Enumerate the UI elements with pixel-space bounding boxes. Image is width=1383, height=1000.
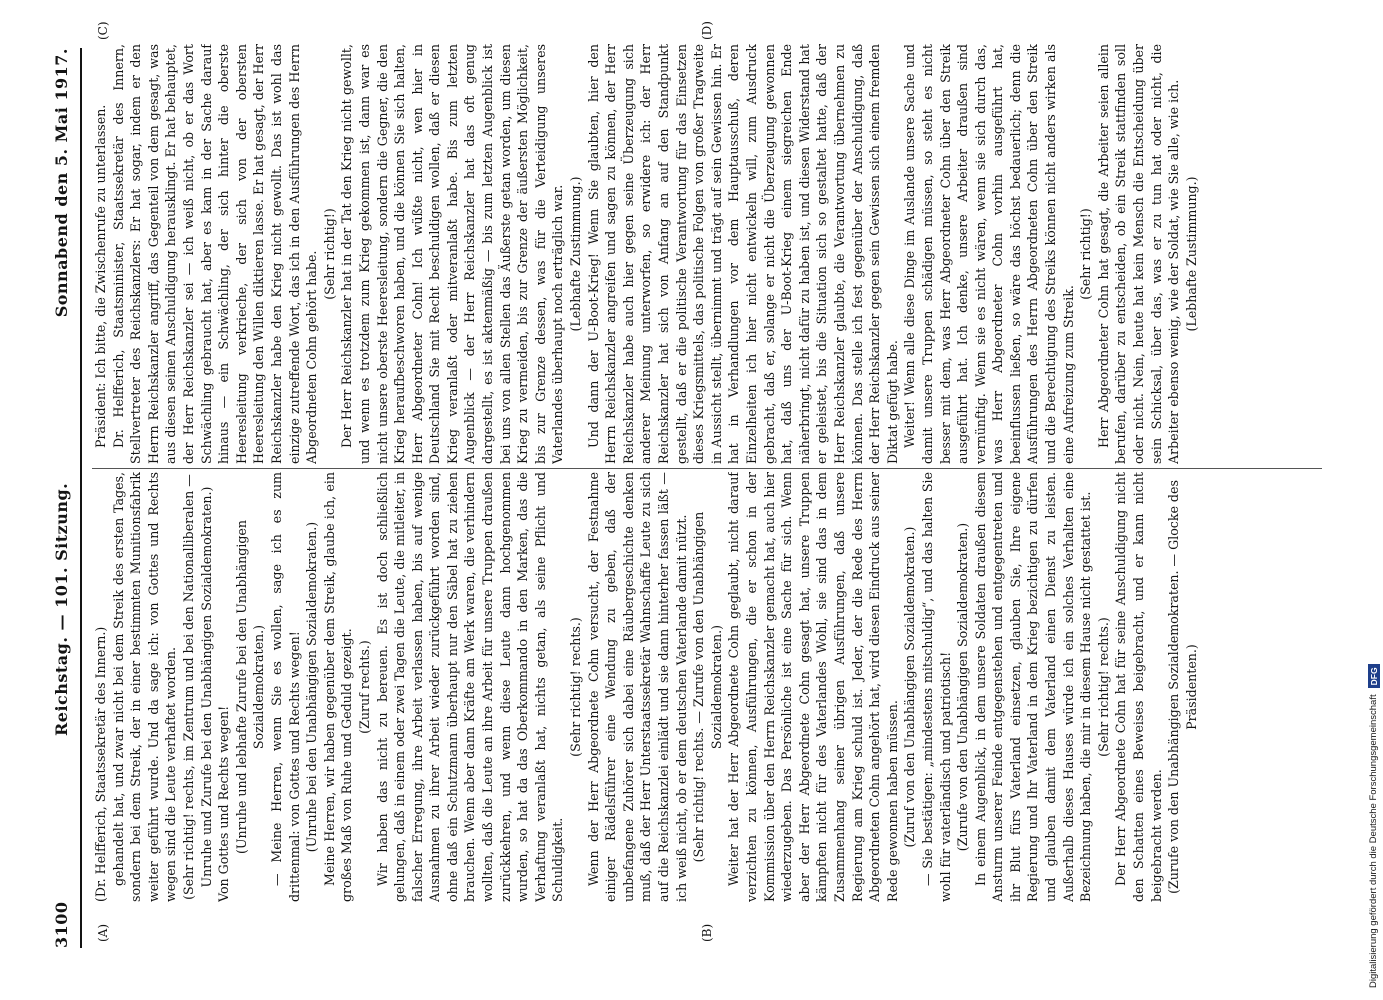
paragraph: Dr. Helfferich, Staatsminister, Staatssekretär des Innern, Stellvertreter des Reichskanzlers: Er hat sogar, indem er den Herrn Reichskanzler angriff, das Gegenteil von dem gesagt, was aus diesen seinen Anschuldigung herausklingt. Er hat behauptet, der Herr Reichskanzler sei — ich weiß nicht, ob er das Wort Schwächling gebraucht hat, aber es kam in der Sache darauf hinaus — ein Schwächling, der sich hinter die oberste Heeresleitung verkrieche, der sich von der obersten Heeresleitung den Willen diktieren lasse. Er hat gesagt, der Herr Reichskanzler habe den Krieg nicht gewollt. Das ist wohl das einzige zutreffende Wort, das ich in den Ausführungen des Herrn Abgeordneten Cohn gehört habe. (110, 44, 320, 464)
interjection: (Lebhafte Zustimmung.) (568, 176, 584, 332)
interjection: (Unruhe bei den Unabhängigen Sozialdemokraten.) (304, 521, 320, 853)
interjection: (Lebhafte Zustimmung.) (1183, 176, 1199, 332)
marker-c: (C) (96, 21, 110, 40)
right-column (92, 44, 1322, 464)
interjection: (Sehr richtig!) (1078, 208, 1094, 300)
interjection: (Zurufe von den Unabhängigen Sozialdemokraten. — Glocke des Präsidenten.) (1166, 480, 1199, 894)
interjection: (Unruhe und lebhafte Zurufe bei den Unabhängigen Sozialdemokraten.) (233, 520, 267, 854)
marker-a: (A) (96, 923, 110, 942)
paragraph: Herr Abgeordneter Cohn hat gesagt, die Arbeiter seien allein berufen, darüber zu entscheiden, ob ein Streik stattfinden soll oder nicht. Nein, heute hat kein Mensch die Entscheidung über sein Schicksal, über das, was er zu tun hat oder nicht, die Arbeiter ebenso wenig, wie der Soldat, wie Sie alle, wie ich. (1095, 44, 1182, 464)
interjection: (Sehr richtig! rechts.) (568, 617, 584, 757)
left-column (92, 472, 1322, 902)
paragraph: Wenn der Herr Abgeordnete Cohn versucht, der Festnahme einiger Rädelsführer eine Wendung zu geben, daß der unbefangene Zuhörer sich dabei eine Räubergeschichte denken muß, daß der Herr Unterstaatssekretär Wahnschaffe Leute zu sich auf die Reichskanzlei einlädt und sie dann hinterher fassen läßt — ich weiß nicht, ob er dem deutschen Vaterlande damit nützt. (585, 472, 689, 902)
paragraph: In einem Augenblick, in dem unsere Soldaten draußen diesem Ansturm unserer Feinde entgegenstehen und entgegentreten und ihr Blut fürs Vaterland einsetzen, glauben Sie, Ihre eigene Regierung und Ihr Vaterland in dem Krieg bezichtigen zu dürfen und glauben damit dem Vaterland einen Dienst zu leisten. Außerhalb dieses Hauses würde ich ein solches Verhalten eine Bezeichnung haben, die mir in diesem Hause nicht gestattet ist. (972, 472, 1094, 902)
paragraph: Von Gottes und Rechts wegen! (216, 705, 232, 902)
paragraph: Der Herr Abgeordnete Cohn hat für seine Anschuldigung nicht den Schatten eines Beweises beigebracht, und er kann nicht beigebracht werden. (1113, 472, 1164, 902)
marker-b: (B) (700, 923, 714, 942)
dfg-logo: DFG (1368, 664, 1380, 688)
interjection: (Sehr richtig!) (321, 208, 337, 300)
column-divider (92, 468, 1322, 469)
paragraph: Und dann der U-Boot-Krieg! Wenn Sie glaubten, hier den Herrn Reichskanzler angreifen und sagen zu können, der Herr Reichskanzler habe auch hier gegen seine Überzeugung sich anderer Meinung unterworfen, so erwidere ich: der Herr Reichskanzler hat sich von Anfang an auf den Standpunkt gestellt, daß er die politische Verantwortung für das Einsetzen dieses Kriegsmittels, das politische Folgen von großer Tragweite in Aussicht stellt, übernimmt und trägt auf sein Gewissen hin. Er hat in Verhandlungen vor dem Hauptausschuß, deren Einzelheiten ich hier nicht entwickeln will, zum Ausdruck gebracht, daß er, solange er nicht die Überzeugung gewonnen hat, daß uns der U-Boot-Krieg einem siegreichen Ende näherbringt, nicht dafür zu haben ist, und diesen Widerstand hat er geleistet, bis die Situation sich so gestaltet hatte, daß der Herr Reichskanzler glaubte, die Verantwortung übernehmen zu können. Das stelle ich fest gegenüber der Anschuldigung, daß der Herr Reichskanzler gegen sein Gewissen sich einem fremden Diktat gefügt habe. (585, 44, 900, 464)
page-header (52, 48, 78, 948)
interjection: (Zuruf von den Unabhängigen Sozialdemokraten.) (902, 526, 918, 848)
session-date: Sonnabend den 5. Mai 1917. (52, 48, 71, 318)
paragraph: Weiter hat der Herr Abgeordnete Cohn geglaubt, nicht darauf verzichten zu können, Ausführungen, die er schon in der Kommission über den Herrn Reichskanzler gemacht hat, auch hier wiederzugeben. Das Persönliche ist eine Sache für sich. Wenn aber der Herr Abgeordnete Cohn gesagt hat, unsere Truppen kämpften nicht für des Vaterlandes Wohl, sie sind das in dem Zusammenhang seiner übrigen Ausführungen, daß unsere Regierung am Krieg schuld ist. Jeder, der die Rede des Herrn Abgeordneten Cohn angehört hat, wird diesen Eindruck aus seiner Rede gewonnen haben müssen. (726, 472, 900, 902)
paragraph: (Dr. Helfferich, Staatssekretär des Innern.) (93, 626, 108, 902)
interjection: (Zuruf rechts.) (356, 640, 372, 734)
marker-d: (D) (700, 21, 714, 40)
paragraph: Wir haben das nicht zu bereuen. Es ist doch schließlich gelungen, daß in einem oder zwei Tagen die Leute, die mitleiter, in falscher Erregung, ihre Arbeit verlassen haben, bis auf wenige Ausnahmen zu ihrer Arbeit wieder zurückgeführt worden sind, ohne daß ein Schutzmann überhaupt nur den Säbel hat zu ziehen brauchen. Wenn aber dann Kräfte am Werk waren, die verhindern wollten, daß die Leute an ihre Arbeit für unsere Truppen draußen zurückkehren, und wenn diese Leute dann hochgenommen wurden, so hat da das Oberkommando in den Marken, das die Verhaftung veranlaßt hat, nichts getan, als seine Pflicht und Schuldigkeit. (374, 472, 566, 902)
interjection: (Sehr richtig! rechts.) (1095, 617, 1111, 757)
paragraph: Der Herr Reichskanzler hat in der Tat den Krieg nicht gewollt, und wenn es trotzdem zum Krieg gekommen ist, dann war es nicht unsere oberste Heeresleitung, sondern die Gegner, die den Krieg heraufbeschworen haben, und die können Sie sich halten, Herr Abgeordneter Cohn! Ich wüßte nicht, wen hier in Deutschland Sie mit Recht beschuldigen wollen, daß er diesen Krieg veranlaßt oder mitveranlaßt habe. Bis zum letzten Augenblick — der Herr Reichskanzler hat das oft genug dargestellt, es ist aktenmäßig — bis zum letzten Augenblick ist bei uns von allen Stellen das Äußerste getan worden, um diesen Krieg zu vermeiden, bis zur Grenze der äußersten Möglichkeit, bis zur Grenze dessen, was für die Verteidigung unseres Vaterlandes überhaupt noch erträglich war. (339, 44, 566, 464)
paragraph: — Sie bestätigen: „mindestens mitschuldig“, und das halten Sie wohl für vaterländisch und patriotisch! (919, 472, 953, 902)
header-rule (80, 48, 82, 948)
digitization-credit (1367, 12, 1381, 988)
paragraph: Meine Herren, wir haben gegenüber dem Streik, glaube ich, ein großes Maß von Ruhe und Geduld gezeigt. (321, 472, 355, 902)
page-number: 3100 (52, 901, 71, 948)
paragraph: — Meine Herren, wenn Sie es wollen, sage ich es zum drittenmal: von Gottes und Rechts wegen! (268, 472, 302, 902)
paragraph: Präsident: Ich bitte, die Zwischenrufe zu unterlassen. (93, 104, 108, 448)
interjection: (Sehr richtig! rechts. — Zurufe von den Unabhängigen Sozialdemokraten.) (691, 511, 724, 863)
paragraph: gehandelt hat, und zwar nicht bei dem Streik des ersten Tages, sondern bei dem Streik, der in einer bestimmten Munitionsfabrik weiter geführt wurde. Und da sage ich: von Gottes und Rechts wegen sind die Leute verhaftet worden. (110, 472, 179, 902)
credit-text: Digitalisierung gefördert durch die Deutsche Forschungsgemeinschaft (1368, 694, 1379, 988)
paragraph: Weiter! Wenn alle diese Dinge im Auslande unsere Sache und damit unsere Truppen schädigen müssen, so steht es nicht besser mit dem, was Herr Abgeordneter Cohn über den Streik ausgeführt hat. Ich denke, unsere Arbeiter draußen sind vernünftig. Wenn sie es nicht wären, wenn sie sich durch das, was Herr Abgeordneter Cohn vorhin ausgeführt hat, beeinflussen ließen, so wäre das höchst bedauerlich; denn die Ausführungen des Herrn Abgeordneten Cohn über den Streik und die Berechtigung des Streiks können nicht anders wirken als eine Aufreizung zum Streik. (902, 44, 1076, 464)
interjection: (Sehr richtig! rechts, im Zentrum und bei den Nationalliberalen — Unruhe und Zurufe bei den Unabhängigen Sozialdemokraten.) (180, 474, 214, 900)
interjection: (Zurufe von den Unabhängigen Sozialdemokraten.) (955, 522, 971, 852)
session-title: Reichstag. — 101. Sitzung. (52, 482, 71, 737)
